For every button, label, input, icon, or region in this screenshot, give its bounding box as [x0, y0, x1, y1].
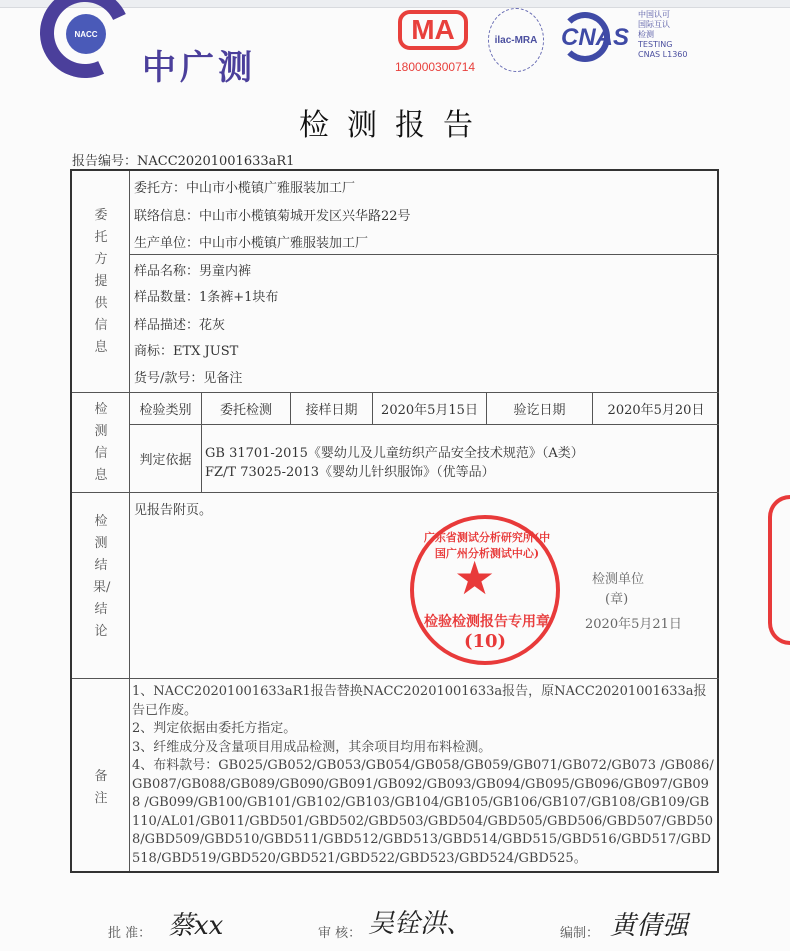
result-text: 见报告附页。	[134, 503, 213, 518]
section-label-result	[72, 511, 130, 643]
note-item: 3、纤维成分及含量项目用成品检测，其余项目均用布料检测。	[132, 739, 492, 755]
section-label-test	[72, 399, 130, 487]
test-type-value: 委托检测	[219, 403, 272, 418]
note-item: 4、布料款号：GB025/GB052/GB053/GB054/GB058/GB059/GB071/GB072/GB073 /GB086/GB087/GB088/GB089/GB090/GB091/GB092/GB093/GB094/GB095/GB096/GB097/GB098 /GB099/GB100/GB101/GB102/GB103/GB104/GB105/GB106/GB107/GB108/GB109/GB110/AL01/GB011/GBD501/GBD502/GBD503/GBD504/GBD505/GBD506/GBD507/GBD508/GBD509/GBD510/GBD511/GBD512/GBD513/GBD514/GBD515/GBD516/GBD517/GBD518/GBD519/GBD520/GBD521/GBD522/GBD523/GBD524/GBD525。	[132, 758, 714, 866]
basis-label: 判定依据	[139, 453, 192, 468]
page-title: 检测报告	[299, 108, 491, 143]
section-label-client	[72, 205, 130, 359]
nacc-logo-badge: NACC	[66, 14, 106, 54]
test-type-label: 检验类别	[139, 403, 192, 418]
seal-label: (章)	[605, 592, 629, 607]
compile-signature: 黄倩强	[610, 911, 689, 941]
section-client-label-text: 委托方提供信息	[94, 208, 108, 355]
report-table	[70, 169, 719, 873]
report-number: 报告编号：NACC20201001633aR1	[72, 154, 295, 169]
partial-stamp	[768, 495, 790, 645]
complete-date: 2020年5月20日	[607, 403, 705, 418]
trademark: 商标：ETX JUST	[134, 344, 239, 359]
note-item: 1、NACC20201001633aR1报告替换NACC20201001633a报告，原NACC20201001633a报告已作废。	[132, 684, 707, 718]
star-icon: ★	[454, 551, 496, 605]
sample-name: 样品名称：男童内裤	[134, 264, 252, 279]
note-item: 2、判定依据由委托方指定。	[132, 721, 297, 736]
section-label-notes	[72, 766, 130, 810]
basis-standard: GB 31701-2015《婴幼儿及儿童纺织产品安全技术规范》（A类）	[205, 446, 584, 461]
client-contact: 联络信息：中山市小榄镇菊城开发区兴华路22号	[134, 209, 411, 224]
compile-label: 编制：	[560, 926, 600, 941]
cnas-caption-line: 中国认可	[638, 10, 670, 19]
section-notes-label-text: 备注	[94, 769, 108, 806]
sample-description: 样品描述：花灰	[134, 318, 226, 333]
review-signature: 吴铨洪、	[368, 909, 473, 939]
client-name: 委托方：中山市小榄镇广雅服装加工厂	[134, 181, 356, 196]
cnas-caption-line: 国际互认	[638, 20, 670, 29]
stamp-number: (10)	[463, 631, 507, 652]
cnas-caption	[638, 10, 687, 60]
section-result-label-text: 检测结果/结论	[93, 514, 111, 639]
section-test-label-text: 检测信息	[94, 402, 108, 483]
cnas-caption-line: CNAS L1360	[638, 50, 688, 59]
stamp-bottom-text: 检验检测报告专用章	[424, 614, 550, 630]
cnas-caption-line: 检测	[638, 30, 654, 39]
client-manufacturer: 生产单位：中山市小榄镇广雅服装加工厂	[134, 236, 369, 251]
approve-signature: 蔡xx	[168, 911, 224, 941]
cma-number: 180000300714	[395, 60, 476, 74]
complete-date-label: 验讫日期	[513, 403, 566, 418]
receive-date-label: 接样日期	[305, 403, 358, 418]
cnas-caption-line: TESTING	[638, 40, 673, 49]
test-unit-label: 检测单位	[592, 572, 645, 587]
ilac-mra-logo: ilac-MRA	[488, 8, 544, 72]
company-logo-name: 中广测	[142, 48, 256, 88]
sample-quantity: 样品数量：1条裤+1块布	[134, 290, 279, 305]
cma-logo: MA	[398, 10, 468, 50]
result-date: 2020年5月21日	[585, 617, 682, 632]
review-label: 审 核：	[318, 926, 362, 941]
stamp-ring-text: 广东省测试分析研究所(中国广州分析测试中心)	[423, 531, 551, 560]
receive-date: 2020年5月15日	[381, 403, 478, 418]
item-number: 货号/款号：见备注	[134, 371, 243, 386]
notes-list	[132, 683, 714, 868]
approve-label: 批 准：	[108, 926, 152, 941]
official-stamp	[410, 515, 560, 665]
cnas-logo: CNAS	[561, 24, 630, 51]
basis-standard: FZ/T 73025-2013《婴幼儿针织服饰》（优等品）	[205, 465, 495, 480]
